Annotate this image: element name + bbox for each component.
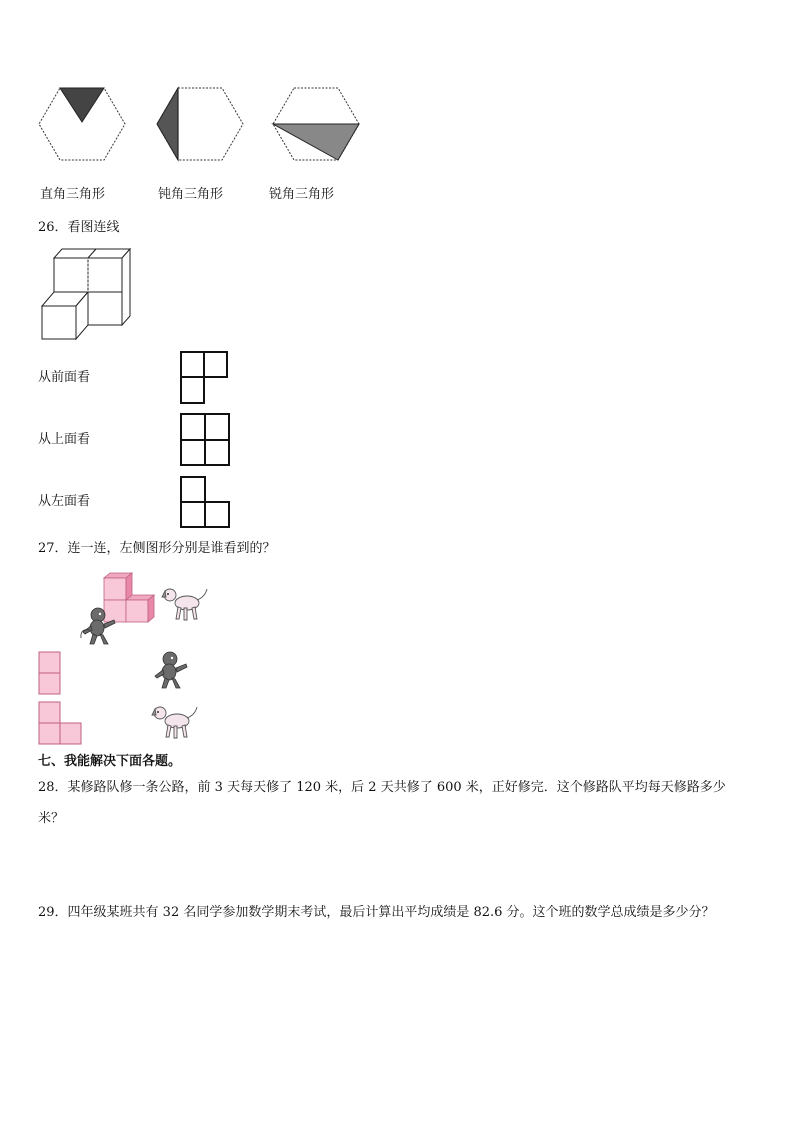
view-figure-2 xyxy=(180,413,232,467)
cube-stack-3d-figure xyxy=(40,246,132,342)
question-27-title: 27．连一连，左侧图形分别是谁看到的？ xyxy=(38,541,276,556)
hexagon-acute-triangle-figure xyxy=(272,86,362,164)
monkey-icon xyxy=(78,606,118,646)
view-label-top: 从上面看 xyxy=(38,432,91,447)
view-figure-3 xyxy=(180,476,232,530)
question-28-line-1: 28．某修路队修一条公路，前 3 天每天修了 120 米，后 2 天共修了 600 米，正好修完．这个修路队平均每天修路多少 xyxy=(38,780,726,795)
section-7-title: 七、我能解决下面各题。 xyxy=(38,754,182,769)
label-right-triangle: 直角三角形 xyxy=(40,187,106,202)
label-obtuse-triangle: 钝角三角形 xyxy=(158,187,224,202)
monkey-icon xyxy=(150,650,190,690)
pink-view-column-figure xyxy=(38,651,62,695)
hexagon-right-triangle-figure xyxy=(38,86,128,164)
view-label-left: 从左面看 xyxy=(38,494,91,509)
question-29-text: 29．四年级某班共有 32 名同学参加数学期末考试，最后计算出平均成绩是 82.6 分。这个班的数学总成绩是多少分？ xyxy=(38,905,715,920)
dog-icon xyxy=(150,703,200,741)
pink-view-l-shape-figure xyxy=(38,701,84,747)
question-26-title: 26．看图连线 xyxy=(38,220,120,235)
label-acute-triangle: 锐角三角形 xyxy=(269,187,335,202)
question-28-line-2: 米？ xyxy=(38,811,65,826)
hexagon-obtuse-triangle-figure xyxy=(156,86,246,164)
view-label-front: 从前面看 xyxy=(38,370,91,385)
view-figure-1 xyxy=(180,351,230,405)
dog-icon xyxy=(160,585,210,623)
